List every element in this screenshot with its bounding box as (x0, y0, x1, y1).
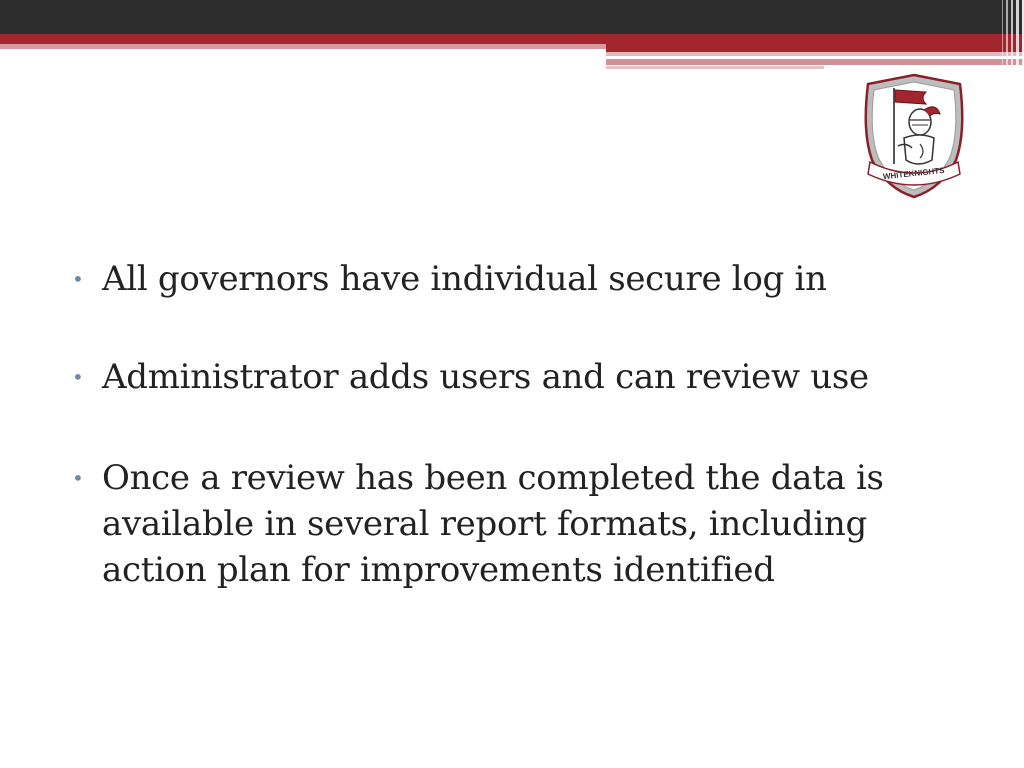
crest-banner-text: WHITEKNIGHTS (882, 165, 945, 182)
header-pink-stripe-2 (606, 52, 1024, 56)
bullet-item (72, 354, 952, 400)
school-crest-logo (860, 72, 968, 200)
header-red-stripe (606, 44, 1024, 52)
bullet-item (72, 455, 952, 593)
bullet-icon: • (72, 466, 84, 490)
bullet-text: Once a review has been completed the data is available in several report formats, including action plan for improvements identified (102, 458, 884, 590)
header-dark-band (0, 0, 1024, 34)
bullet-icon: • (72, 267, 84, 291)
header-pink-stripe (0, 44, 606, 49)
bullet-icon: • (72, 365, 84, 389)
bullet-item (72, 256, 952, 302)
header-pink-stripe-4 (606, 66, 824, 69)
bullet-text: Administrator adds users and can review use (102, 357, 869, 397)
header-vertical-stripes (994, 0, 1024, 70)
header-pink-stripe-3 (606, 59, 1024, 65)
bullet-list (72, 256, 952, 645)
bullet-text: All governors have individual secure log in (102, 259, 827, 299)
header-red-band (0, 34, 1024, 44)
